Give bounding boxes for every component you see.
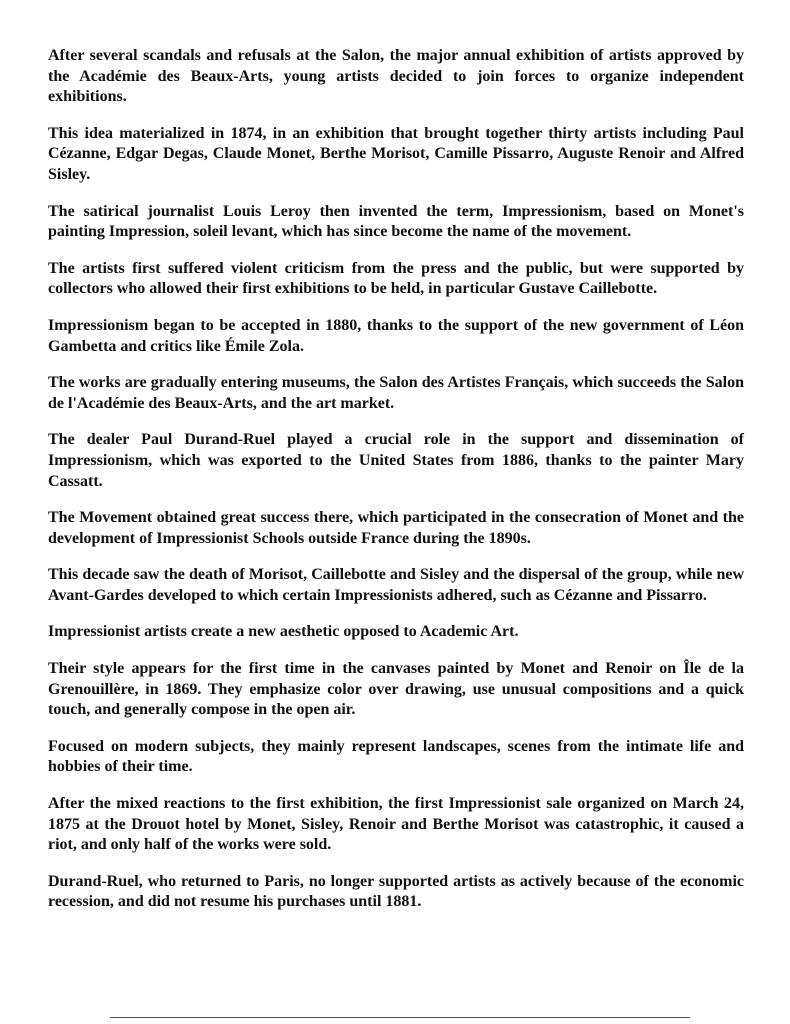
paragraph: This decade saw the death of Morisot, Caillebotte and Sisley and the dispersal of the group, while new Avant-Gardes developed to which certain Impressionists adhered, such as Cézanne and Pissarro. xyxy=(48,566,744,604)
paragraph: This idea materialized in 1874, in an exhibition that brought together thirty artists including Paul Cézanne, Edgar Degas, Claude Monet, Berthe Morisot, Camille Pissarro, Auguste Renoir and Alfred Sisley. xyxy=(48,124,744,183)
paragraph: Their style appears for the first time in the canvases painted by Monet and Renoir on Île de la Grenouillère, in 1869. They emphasize color over drawing, use unusual compositions and a quick touch, and generally compose in the open air. xyxy=(48,660,744,719)
paragraph: The satirical journalist Louis Leroy then invented the term, Impressionism, based on Monet's painting Impression, soleil levant, which has since become the name of the movement. xyxy=(48,202,744,241)
paragraph: The artists first suffered violent criticism from the press and the public, but were supported by collectors who allowed their first exhibitions to be held, in particular Gustave Caillebotte. xyxy=(48,259,744,298)
document-body xyxy=(48,46,744,929)
bottom-rule xyxy=(110,1017,690,1018)
paragraph: The works are gradually entering museums, the Salon des Artistes Français, which succeeds the Salon de l'Académie des Beaux-Arts, and the art market. xyxy=(48,374,744,412)
paragraph: The dealer Paul Durand-Ruel played a crucial role in the support and dissemination of Impressionism, which was exported to the United States from 1886, thanks to the painter Mary Cassatt. xyxy=(48,431,744,490)
paragraph: Impressionist artists create a new aesthetic opposed to Academic Art. xyxy=(48,623,519,641)
paragraph: After the mixed reactions to the first exhibition, the first Impressionist sale organized on March 24, 1875 at the Drouot hotel by Monet, Sisley, Renoir and Berthe Morisot was catastrophic, it caused a riot, and only half of the works were sold. xyxy=(48,795,744,854)
paragraph: Durand-Ruel, who returned to Paris, no longer supported artists as actively because of the economic recession, and did not resume his purchases until 1881. xyxy=(48,872,744,911)
paragraph: The Movement obtained great success there, which participated in the consecration of Monet and the development of Impressionist Schools outside France during the 1890s. xyxy=(48,509,744,547)
paragraph: Impressionism began to be accepted in 1880, thanks to the support of the new government of Léon Gambetta and critics like Émile Zola. xyxy=(48,316,744,355)
paragraph: Focused on modern subjects, they mainly represent landscapes, scenes from the intimate life and hobbies of their time. xyxy=(48,737,744,776)
paragraph: After several scandals and refusals at the Salon, the major annual exhibition of artists approved by the Académie des Beaux-Arts, young artists decided to join forces to organize independent exhibitions. xyxy=(48,47,744,106)
